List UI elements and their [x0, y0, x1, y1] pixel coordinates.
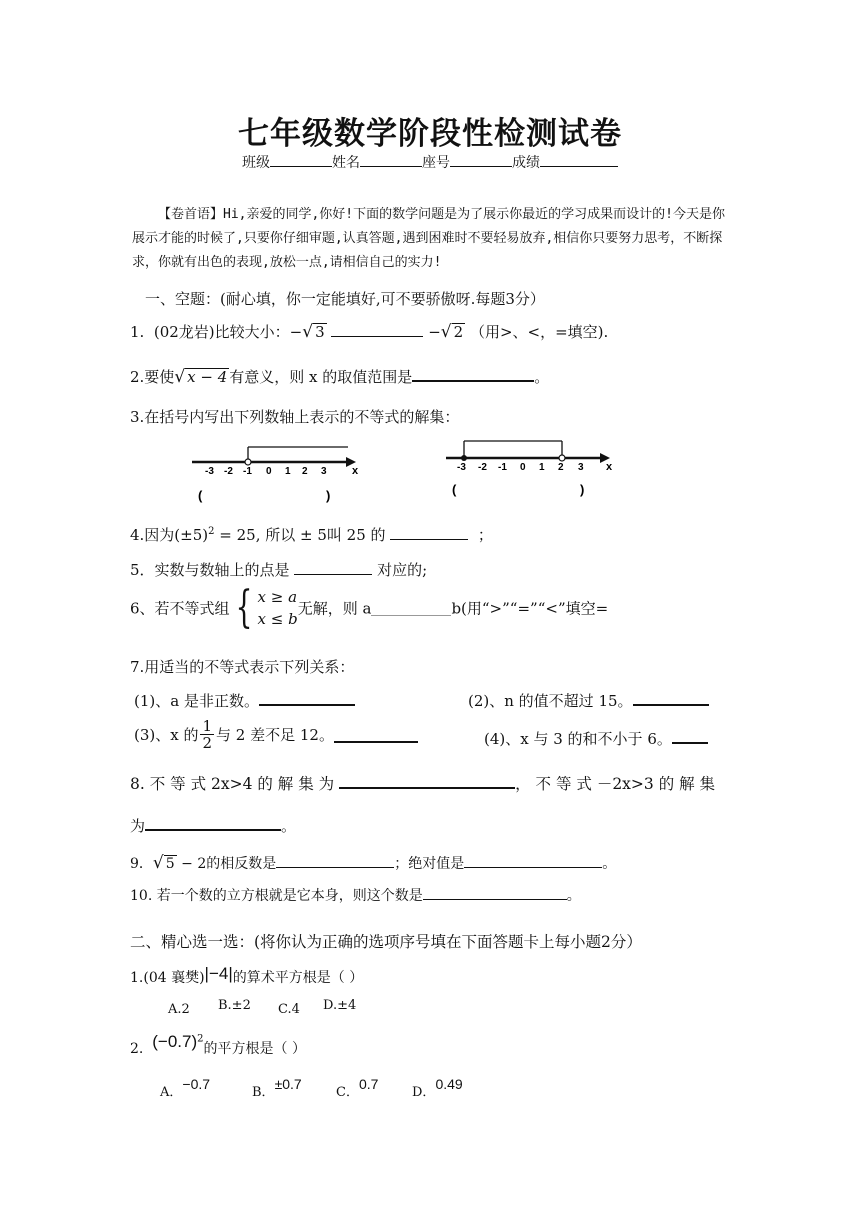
tick-label: -2 [224, 466, 233, 477]
s2-question-2: 2. $(-0.7)^2$的平方根是（ ） [130, 1032, 306, 1057]
q10-blank[interactable] [423, 884, 567, 900]
answer-bracket-close: ) [580, 482, 585, 497]
seat-blank[interactable] [450, 152, 512, 167]
answer-bracket-close: ) [326, 488, 331, 503]
sqrt-5: 5 [165, 856, 175, 872]
fraction-one-half: $\frac{1}{2}$ [202, 717, 213, 752]
q8-blank-1[interactable] [339, 772, 515, 789]
number-line-1 [186, 440, 366, 510]
axis-var: x [352, 465, 359, 477]
s1-question-9: 9．√ 5 − 2的相反数是 ；绝对值是 。 [130, 853, 617, 873]
tick-label: -1 [243, 466, 252, 477]
power-expression: (−0.7) [152, 1032, 198, 1051]
tick-label: 0 [266, 466, 272, 477]
tick-label: -2 [478, 462, 487, 473]
sqrt-x-minus-4: x − 4 [187, 368, 228, 386]
page-title: 七年级数学阶段性检测试卷 [238, 116, 622, 152]
sqrt-2: 2 [453, 323, 464, 341]
q8-blank-2[interactable] [145, 814, 281, 831]
number-line-2 [444, 436, 624, 506]
q5-blank[interactable] [294, 559, 372, 575]
s2-q1-option-a[interactable]: A.2 [168, 1002, 190, 1017]
tick-label: -3 [457, 462, 466, 473]
answer-bracket-open: ( [452, 482, 457, 497]
q7-3-blank[interactable] [334, 726, 418, 743]
s1-question-5: 5．实数与数轴上的点是 对应的; [130, 561, 428, 579]
score-label: 成绩 [512, 155, 540, 171]
s1-question-10: 10. 若一个数的立方根就是它本身，则这个数是 。 [130, 884, 581, 905]
s2-q1-option-d[interactable]: D.±4 [323, 998, 357, 1013]
s2-question-1: 1.(04 襄樊)|−4|的算术平方根是（ ） [130, 964, 364, 986]
brace-symbol: { [235, 582, 252, 633]
section1-heading: 一、空题：(耐心填，你一定能填好,可不要骄傲呀.每题3分） [145, 290, 545, 308]
q7-1-blank[interactable] [259, 689, 355, 706]
q6-blank[interactable] [371, 600, 451, 616]
s2-q2-option-d[interactable]: D．0.49 [412, 1076, 463, 1100]
q7-part-1: (1)、a 是非正数。 [134, 689, 355, 711]
axis-var: x [606, 461, 613, 473]
s1-question-6: 6、若不等式组 { x ≥ a x ≤ b 无解，则 a b(用“>”“=”“<”填空= [130, 582, 609, 633]
tick-label: 3 [578, 462, 584, 473]
sqrt-3: 3 [315, 323, 325, 341]
score-blank[interactable] [540, 152, 618, 167]
q1-blank[interactable] [331, 321, 423, 337]
q7-2-blank[interactable] [633, 689, 709, 706]
q7-part-3: (3)、x 的 $\frac{1}{2}$ 与 2 差不足 12。 [134, 718, 418, 751]
tick-label: -1 [498, 462, 507, 473]
name-blank[interactable] [360, 152, 422, 167]
tick-label: 0 [520, 462, 526, 473]
s2-q1-option-b[interactable]: B.±2 [218, 998, 251, 1013]
tick-label: 1 [285, 466, 291, 477]
q4-blank[interactable] [390, 524, 468, 540]
s1-question-3: 3.在括号内写出下列数轴上表示的不等式的解集： [130, 408, 460, 426]
s2-q2-option-b[interactable]: B．±0.7 [252, 1076, 302, 1100]
tick-label: 2 [302, 466, 308, 477]
inequality-system: x ≥ a x ≤ b [257, 588, 298, 628]
q9-blank-1[interactable] [276, 852, 394, 868]
tick-label: 1 [539, 462, 545, 473]
name-label: 姓名 [332, 155, 360, 171]
q7-part-2: (2)、n 的值不超过 15。 [468, 689, 709, 711]
abs-expression: |−4| [204, 964, 233, 983]
s1-question-1: 1. (02龙岩)比较大小：−√ 3 −√ 2 （用>、<，=填空). [130, 322, 609, 342]
s1-question-8-cont: 为 。 [130, 814, 296, 836]
seat-label: 座号 [422, 155, 450, 171]
s1-question-7: 7.用适当的不等式表示下列关系： [130, 658, 355, 676]
answer-bracket-open: ( [198, 488, 203, 503]
tick-label: 3 [321, 466, 327, 477]
q7-4-blank[interactable] [672, 727, 708, 744]
s1-question-4: 4.因为$(\pm 5)^2 = 25$, 所以 ± 5叫 25 的 ； [130, 526, 493, 544]
q2-blank[interactable] [412, 365, 534, 382]
tick-label: -3 [205, 466, 214, 477]
s2-q1-option-c[interactable]: C.4 [278, 1002, 300, 1017]
student-info-line [0, 152, 860, 172]
class-blank[interactable] [270, 152, 332, 167]
s1-question-8: 8. 不 等 式 2x>4 的 解 集 为 ， 不 等 式 －2x>3 的 解 集 [130, 772, 715, 794]
class-label: 班级 [242, 155, 270, 171]
q7-part-4: (4)、x 与 3 的和不小于 6。 [484, 727, 708, 749]
tick-label: 2 [558, 462, 564, 473]
section2-heading: 二、精心选一选：(将你认为正确的选项序号填在下面答题卡上每小题2分） [130, 933, 642, 951]
preface-paragraph: 【卷首语】Hi,亲爱的同学,你好!下面的数学问题是为了展示你最近的学习成果而设计的!今天是你展示才能的时候了,只要你仔细审题,认真答题,遇到困难时不要轻易放弃,相信你只要努力思考，不断探求，你就有出色的表现,放松一点,请相信自己的实力! [132, 207, 725, 270]
s1-question-2: 2.要使√ x − 4 有意义，则 x 的取值范围是 。 [130, 367, 550, 387]
s2-q2-option-c[interactable]: C．0.7 [336, 1076, 379, 1100]
q9-blank-2[interactable] [464, 852, 602, 868]
s2-q2-option-a[interactable]: A．−0.7 [160, 1076, 211, 1100]
